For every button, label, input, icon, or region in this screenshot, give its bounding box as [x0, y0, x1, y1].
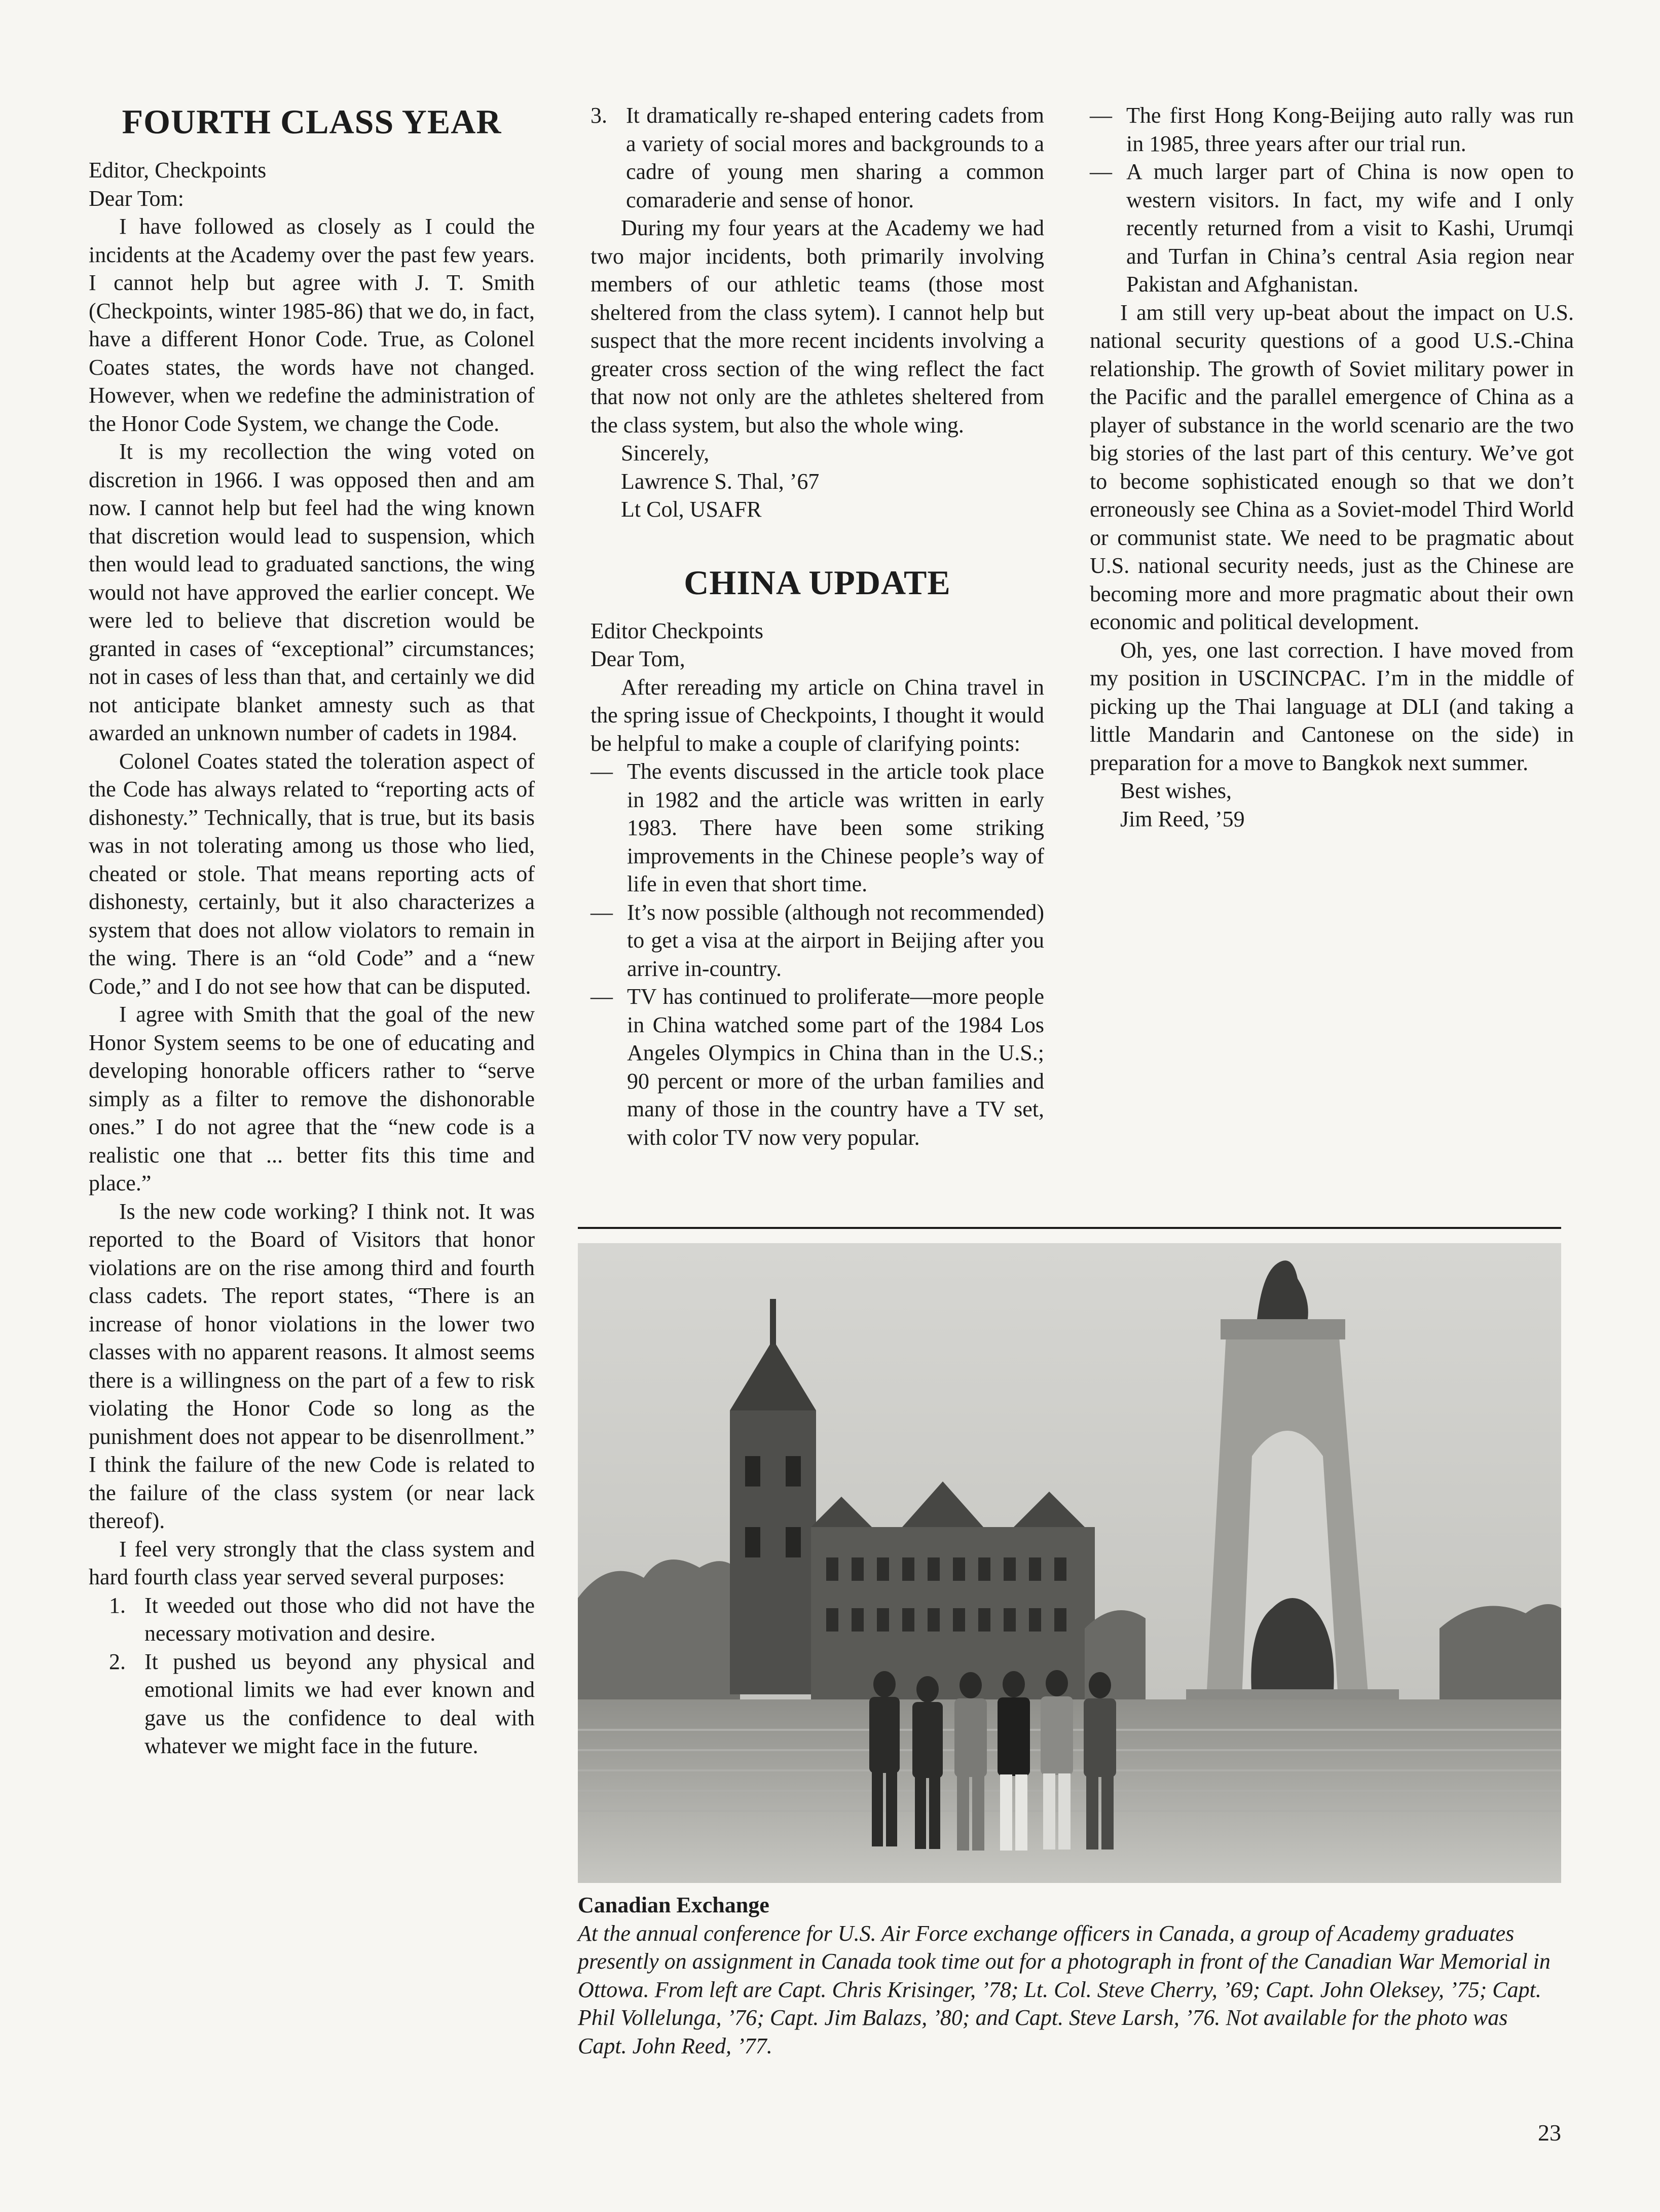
letter1-dear-line: Dear Tom: [89, 186, 184, 211]
column-3 [1090, 101, 1574, 833]
page-number: 23 [1538, 2120, 1561, 2146]
column-1 [89, 101, 535, 1760]
list-item [591, 757, 1044, 898]
purposes-list-continued [591, 101, 1044, 214]
dash-marker: — [591, 984, 613, 1009]
letter1-paragraph: I have followed as closely as I could the incidents at the Academy over the past few years. I cannot help but agree with J. T. Smith (Checkpoints, winter 1985-86) that we do, in fact, have a different Honor Code. True, as Colonel Coates states, the words have not changed. However, when we redefine the administration of the Honor Code System, we change the Code. [89, 214, 535, 436]
caption-text: At the annual conference for U.S. Air Force exchange officers in Canada, a group of Academy graduates presently on assignment in Canada took time out for a photograph in front of the Canadian War Memorial in Ottowa. From left are Capt. Chris Krisinger, ’78; Lt. Col. Steve Cherry, ’69; Capt. John Oleksey, ’75; Capt. Phil Vollelunga, ’76; Capt. Jim Balazs, ’80; and Capt. Steve Larsh, ’76. Not available for the photo was Capt. John Reed, ’77. [578, 1920, 1551, 2058]
china-update-headline: CHINA UPDATE [684, 563, 951, 602]
dash-marker: — [1090, 103, 1112, 128]
list-item [1090, 158, 1574, 299]
letter1-paragraph: Is the new code working? I think not. It was reported to the Board of Visitors that honor violations are on the rise among third and fourth class cadets. The report states, “There is an increase of honor violations in the lower two classes with no apparent reasons. It almost seems there is a willingness on the part of a few to risk violating the Honor Code so long as the punishment does not appear to be disenrollment.” I think the failure of the new Code is related to the failure of the class system (or near lack thereof). [89, 1199, 535, 1533]
clarifying-points-list-continued [1090, 101, 1574, 299]
list-item [591, 898, 1044, 983]
fourth-class-year-headline: FOURTH CLASS YEAR [122, 102, 502, 141]
letter2-intro: After rereading my article on China travel in the spring issue of Checkpoints, I thought it would be helpful to make a couple of clarifying points: [591, 674, 1044, 756]
war-memorial-group-photo [578, 1243, 1561, 1883]
letter2-signoff: Best wishes, [1120, 778, 1232, 803]
list-text: A much larger part of China is now open to western visitors. In fact, my wife and I only recently returned from a visit to Kashi, Urumqi and Turfan in China’s central Asia region near Pakistan and Afghanistan. [1126, 159, 1574, 297]
caption-title: Canadian Exchange [578, 1893, 769, 1917]
list-text: It pushed us beyond any physical and emotional limits we had ever known and gave us the confidence to deal with whatever we might face in the future. [144, 1649, 535, 1758]
list-number: 1. [109, 1592, 126, 1618]
letter2-editor-line: Editor Checkpoints [591, 618, 763, 643]
letter1-signoff: Sincerely, [621, 441, 710, 465]
list-item [89, 1648, 535, 1760]
list-number: 3. [591, 103, 607, 128]
list-item [1090, 101, 1574, 158]
dash-marker: — [1090, 159, 1112, 184]
list-text: It dramatically re-shaped entering cadets from a variety of social mores and backgrounds to a cadre of young men sharing a common comaraderie and sense of honor. [626, 103, 1044, 212]
letter2-paragraph: Oh, yes, one last correction. I have moved from my position in USCINCPAC. I’m in the middle of picking up the Thai language at DLI (and taking a little Mandarin and Cantonese on the side) in preparation for a move to Bangkok next summer. [1090, 637, 1574, 775]
clarifying-points-list [591, 757, 1044, 1151]
letter1-paragraph: It is my recollection the wing voted on discretion in 1966. I was opposed then and am now. I cannot help but feel had the wing known that discretion would lead to suspension, which then would lead to graduated sanctions, the wing would not have approved the earlier concept. We were led to believe that discretion would be granted in cases of “exceptional” circumstances; not in cases of less than that, and certainly we did not anticipate blanket amnesty such as that awarded an unknown number of cadets in 1984. [89, 439, 535, 745]
letter1-signature-name: Lawrence S. Thal, ’67 [621, 468, 820, 494]
letter1-editor-line: Editor, Checkpoints [89, 158, 267, 183]
letter2-dear-line: Dear Tom, [591, 646, 685, 671]
list-text: The first Hong Kong-Beijing auto rally was run in 1985, three years after our trial run. [1126, 103, 1574, 156]
letter2-signature-name: Jim Reed, ’59 [1120, 806, 1245, 831]
list-text: TV has continued to proliferate—more people in China watched some part of the 1984 Los Angeles Olympics in China than in the U.S.; 90 percent or more of the urban families and many of those in the country have a TV set, with color TV now very popular. [627, 984, 1044, 1150]
letter1-paragraph: I feel very strongly that the class system and hard fourth class year served several purposes: [89, 1536, 535, 1589]
photo-top-rule [578, 1227, 1561, 1229]
letter1-paragraph: I agree with Smith that the goal of the new Honor System seems to be one of educating and developing honorable officers rather to “serve simply as a filter to remove the dishonorable ones.” I do not agree that the “new code is a realistic one that ... better fits this time and place.” [89, 1002, 535, 1195]
letter2-paragraph: I am still very up-beat about the impact on U.S. national security questions of a good U.S.-China relationship. The growth of Soviet military power in the Pacific and the parallel emergence of China as a player of substance in the world scenario are the two big stories of the last part of this century. We’ve got to become sophisticated enough so that we don’t erroneously see China as a Soviet-model Third World or communist state. We need to be pragmatic about U.S. national security needs, just as the Chinese are becoming more and more pragmatic about their own economic and political development. [1090, 300, 1574, 634]
letter1-paragraph: During my four years at the Academy we had two major incidents, both primarily involving members of our athletic teams (those most sheltered from the class sytem). I cannot help but suspect that the more recent incidents involving a greater cross section of the wing reflect the fact that now not only are the athletes sheltered from the class system, but also the whole wing. [591, 215, 1044, 438]
list-text: The events discussed in the article took place in 1982 and the article was written in early 1983. There have been some striking improvements in the Chinese people’s way of life in even that short time. [627, 759, 1044, 896]
list-text: It weeded out those who did not have the necessary motivation and desire. [144, 1592, 535, 1646]
letter1-paragraph: Colonel Coates stated the toleration aspect of the Code has always related to “reporting acts of dishonesty.” Technically, that is true, but its basis was in not tolerating among us those who lied, cheated or stole. That means reporting acts of dishonesty, certainly, but it also characterizes a system that does not allow violators to remain in the wing. There is an “old Code” and a “new Code,” and I do not see how that can be disputed. [89, 748, 535, 999]
photo-caption [578, 1891, 1561, 2060]
purposes-list [89, 1591, 535, 1760]
list-text: It’s now possible (although not recommended) to get a visa at the airport in Beijing after you arrive in-country. [627, 899, 1044, 981]
dash-marker: — [591, 759, 613, 784]
list-item [591, 101, 1044, 214]
letter1-signature-rank: Lt Col, USAFR [621, 497, 762, 522]
dash-marker: — [591, 899, 613, 925]
list-number: 2. [109, 1649, 126, 1674]
list-item [591, 983, 1044, 1151]
photo-illustration [578, 1243, 1561, 1883]
column-2 [591, 101, 1044, 1151]
list-item [89, 1591, 535, 1648]
